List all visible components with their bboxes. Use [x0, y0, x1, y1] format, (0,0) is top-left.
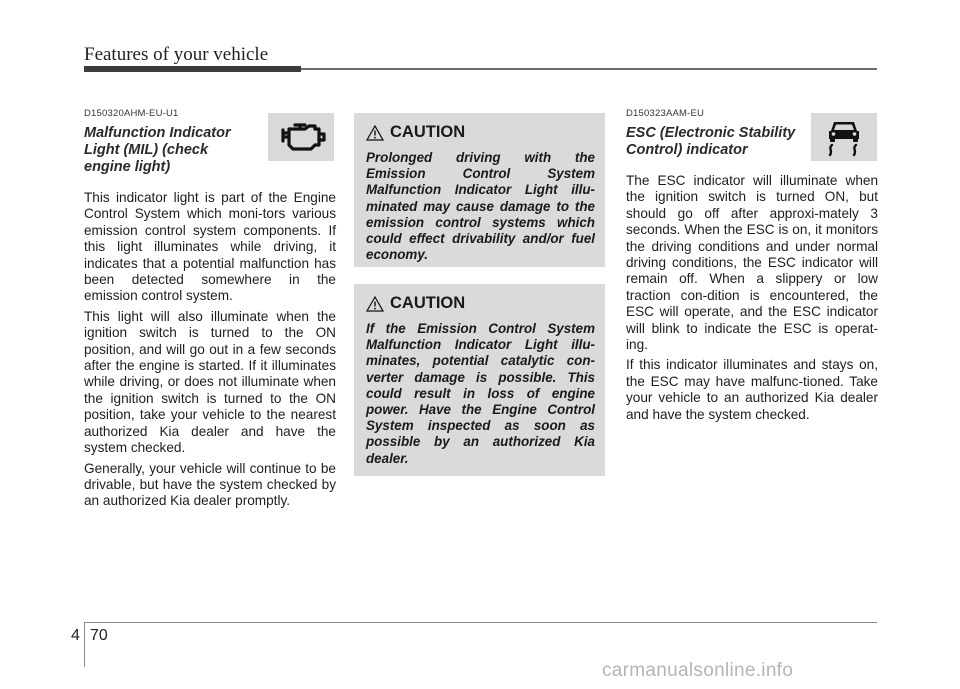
- page-header-title: Features of your vehicle: [84, 44, 269, 65]
- caution-header: [366, 294, 595, 313]
- caution-text: Prolonged driving with the Emission Control System Malfunction Indicator Light illu-minated may cause damage to the emission control systems which could effect drivability and/or fuel economy.: [366, 150, 595, 263]
- caution-box: [354, 284, 605, 476]
- caution-box: [354, 113, 605, 267]
- page-number: 70: [90, 627, 108, 644]
- section-title: Malfunction Indicator Light (MIL) (check engine light): [84, 125, 231, 175]
- warning-triangle-icon: [366, 296, 384, 312]
- paragraph: Generally, your vehicle will continue to be drivable, but have the system checked by an authorized Kia dealer promptly.: [84, 460, 336, 509]
- section-code: D150323AAM-EU: [626, 108, 705, 119]
- section-code: D150320AHM-EU-U1: [84, 108, 179, 119]
- footer-divider: [84, 622, 85, 667]
- mil-section: [84, 108, 336, 514]
- chapter-number: 4: [71, 627, 80, 644]
- esc-skid-car-icon: [811, 113, 877, 161]
- paragraph: This indicator light is part of the Engine Control System which moni-tors various emission control system components. If this light illuminates while driving, it indicates that a potential malfunction has been detected somewhere in the emission control system.: [84, 190, 336, 304]
- paragraph: If this indicator illuminates and stays on, the ESC may have malfunc-tioned. Take your vehicle to an authorized Kia dealer and have the system checked.: [626, 357, 878, 422]
- caution-label: CAUTION: [390, 123, 466, 141]
- warning-triangle-icon: [366, 125, 384, 141]
- paragraph: This light will also illuminate when the ignition switch is turned to the ON position, and will go out in a few seconds after the engine is started. If it illuminates while driving, or does not illuminate when the ignition switch is turned to the ON position, take your vehicle to the nearest authorized Kia dealer and have the system checked.: [84, 308, 336, 456]
- watermark: carmanualsonline.info: [602, 660, 794, 681]
- caution-label: CAUTION: [390, 294, 466, 312]
- check-engine-icon: [268, 113, 334, 161]
- header-rule: [301, 68, 877, 70]
- caution-header: [366, 123, 595, 142]
- header-bar: [84, 66, 301, 72]
- caution-text: If the Emission Control System Malfunction Indicator Light illu-minates, potential catalytic con-verter damage is possible. This could result in loss of engine power. Have the Engine Control System inspected as soon as possible by an authorized Kia dealer.: [366, 321, 595, 466]
- footer-rule: [84, 622, 877, 623]
- paragraph: The ESC indicator will illuminate when the ignition switch is turned ON, but should go off after approxi-mately 3 seconds. When the ESC is on, it monitors the driving conditions and under normal driving conditions, the ESC indicator will remain off. When a slippery or low traction con-dition is encountered, the ESC will operate, and the ESC indicator will blink to indicate the ESC is operat-ing.: [626, 173, 878, 353]
- section-title: ESC (Electronic Stability Control) indicator: [626, 125, 796, 158]
